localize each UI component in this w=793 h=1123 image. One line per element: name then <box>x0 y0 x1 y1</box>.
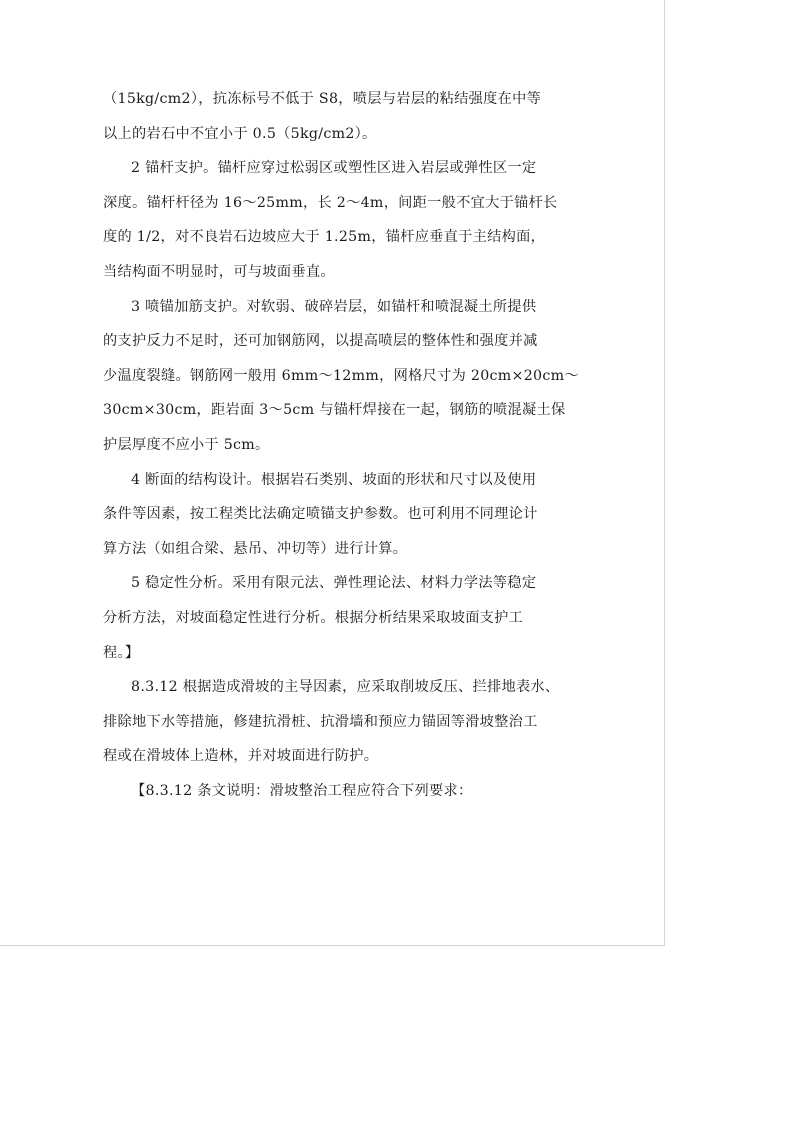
text-line: 算方法（如组合梁、悬吊、冲切等）进行计算。 <box>103 540 408 557</box>
text-line: 分析方法，对坡面稳定性进行分析。根据分析结果采取坡面支护工 <box>103 609 524 626</box>
text-line: 深度。锚杆杆径为 16～25mm，长 2～4m，间距一般不宜大于锚杆长 <box>103 194 558 211</box>
text-line: 4 断面的结构设计。根据岩石类别、坡面的形状和尺寸以及使用 <box>131 471 537 488</box>
text-line: （15kg/cm2），抗冻标号不低于 S8，喷层与岩层的粘结强度在中等 <box>103 91 542 107</box>
text-line: 30cm×30cm，距岩面 3～5cm 与锚杆焊接在一起，钢筋的喷混凝土保 <box>103 402 566 419</box>
text-line: 条件等因素，按工程类比法确定喷锚支护参数。也可利用不同理论计 <box>103 506 538 523</box>
text-line: 当结构面不明显时，可与坡面垂直。 <box>103 263 335 280</box>
text-line: 以上的岩石中不宜小于 0.5（5kg/cm2）。 <box>103 125 377 142</box>
text-line: 5 稳定性分析。采用有限元法、弹性理论法、材料力学法等稳定 <box>131 575 537 592</box>
text-line: 8.3.12 根据造成滑坡的主导因素，应采取削坡反压、拦排地表水、 <box>131 679 560 696</box>
text-line: 排除地下水等措施，修建抗滑桩、抗滑墙和预应力锚固等滑坡整治工 <box>103 713 538 730</box>
text-line: 2 锚杆支护。锚杆应穿过松弱区或塑性区进入岩层或弹性区一定 <box>131 160 537 177</box>
text-line: 少温度裂缝。钢筋网一般用 6mm～12mm，网格尺寸为 20cm×20cm～ <box>103 367 579 384</box>
text-line: 护层厚度不应小于 5cm。 <box>103 436 270 453</box>
text-line: 3 喷锚加筋支护。对软弱、破碎岩层，如锚杆和喷混凝土所提供 <box>131 298 537 315</box>
text-line: 程或在滑坡体上造林，并对坡面进行防护。 <box>103 748 379 765</box>
text-line: 程。】 <box>103 644 140 661</box>
text-line: 【8.3.12 条文说明：滑坡整治工程应符合下列要求： <box>131 782 473 799</box>
text-line: 度的 1/2，对不良岩石边坡应大于 1.25m，锚杆应垂直于主结构面， <box>103 229 546 246</box>
text-line: 的支护反力不足时，还可加钢筋网，以提高喷层的整体性和强度并减 <box>103 333 538 350</box>
body-text <box>103 82 579 808</box>
